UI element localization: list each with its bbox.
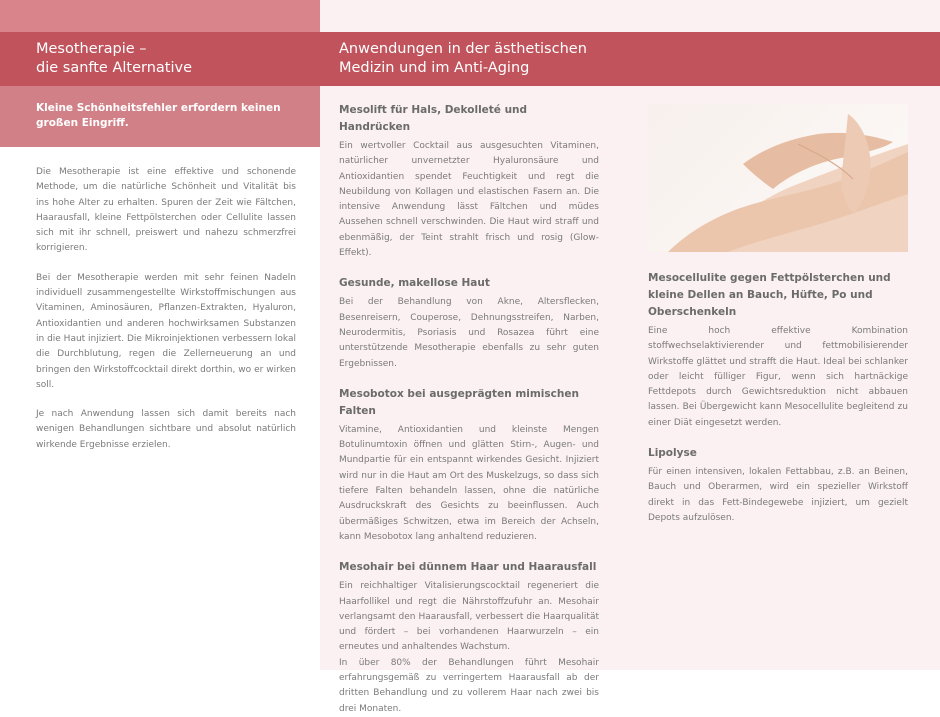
- section-text: Ein wertvoller Cocktail aus ausgesuchten Vitaminen, natürlicher unvernetzter Hyaluronsäure und Antioxidantien spendet Feuchtigkeit und regt die Neubildung von Kollagen und elastischen Fasern an. Die intensive Anwendung lässt Fältchen und müdes Aussehen schnell verschwinden. Die Haut wird straff und ebenmäßig, der Teint strahlt frisch und rosig (Glow-Effekt).: [339, 141, 599, 259]
- section-text: Eine hoch effektive Kombination stoffwechselaktivierender und fettmobilisierender Wirkstoffe glättet und strafft die Haut. Ideal bei schlanker oder leicht fülliger Figur, wenn sich hartnäckige Fettdepots durch Gewichtsreduktion nicht abbauen lassen. Bei Übergewicht kann Mesocellulite begleitend zu einer Diät eingesetzt werden.: [648, 326, 908, 428]
- section-heading: Mesohair bei dünnem Haar und Haarausfall: [339, 561, 597, 574]
- paragraph: Die Mesotherapie ist eine effektive und schonende Methode, um die natürliche Schönheit und Vitalität bis ins hohe Alter zu erhalten. Spuren der Zeit wie Fältchen, Haarausfall, kleine Fettpölsterchen oder Cellulite lassen sich mit ihr schnell, preiswert und nahezu schmerzfrei korrigieren.: [36, 167, 296, 254]
- right-body: [648, 270, 908, 526]
- left-top-strip: [0, 0, 320, 32]
- section-heading: Gesunde, makellose Haut: [339, 277, 490, 290]
- section-heading: Mesolift für Hals, Dekolleté und Handrücken: [339, 104, 528, 133]
- left-title: Mesotherapie – die sanfte Alternative: [36, 41, 193, 76]
- section-heading: Mesocellulite gegen Fettpölsterchen und kleine Dellen an Bauch, Hüfte, Po und Oberschenkeln: [648, 272, 891, 318]
- section-text: Bei der Behandlung von Akne, Altersflecken, Besenreisern, Couperose, Dehnungsstreifen, Narben, Neurodermitis, Psoriasis und Rosazea führt eine unterstützende Mesotherapie ebenfalls zu sehr guten Ergebnissen.: [339, 297, 599, 369]
- section-text: Ein reichhaltiger Vitalisierungscocktail regeneriert die Haarfollikel und regt die Nährstoffzufuhr an. Mesohair verlangsamt den Haarausfall, verbessert die Haarqualität und fördert – bei vorhandenen Haarwurzeln – ein erneutes und anhaltendes Wachstum.: [339, 581, 599, 653]
- legs-photo: [648, 104, 908, 252]
- paragraph: Je nach Anwendung lassen sich damit bereits nach wenigen Behandlungen sichtbare und absolut natürlich wirkende Ergebnisse erzielen.: [36, 409, 296, 450]
- left-body: [36, 165, 296, 453]
- section-text: Für einen intensiven, lokalen Fettabbau, z.B. an Beinen, Bauch und Oberarmen, wird ein spezieller Wirkstoff direkt in das Fett-Bindegewebe injiziert, um gezielt Depots aufzulösen.: [648, 467, 908, 523]
- legs-illustration: [648, 104, 908, 252]
- section-heading: Lipolyse: [648, 447, 697, 460]
- section-text: Vitamine, Antioxidantien und kleinste Mengen Botulinumtoxin öffnen und glätten Stirn-, Augen- und Mundpartie für ein entspannt wirkendes Gesicht. Injiziert wird nur in die Haut am Ort des Muskelzugs, so dass sich tiefere Falten behandeln lassen, ohne die natürliche Ausdruckskraft des Gesichts zu beeinflussen. Auch übermäßiges Schwitzen, etwa im Bereich der Achseln, kann Mesobotox lang anhaltend reduzieren.: [339, 424, 599, 542]
- middle-body: [339, 102, 599, 717]
- paragraph: Bei der Mesotherapie werden mit sehr feinen Nadeln individuell zusammengestellte Wirkstoffmischungen aus Vitaminen, Aminosäuren, Pflanzen-Extrakten, Hyaluron, Antioxidantien und anderen hochwirksamen Substanzen in die Haut injiziert. Die Mikroinjektionen verbessern lokal die Durchblutung, regen die Zellerneuerung an und bringen den Wirkstoffcocktail direkt dorthin, wo er wirken soll.: [36, 272, 296, 390]
- section-text: In über 80% der Behandlungen führt Mesohair erfahrungsgemäß zu verringertem Haarausfall ab der dritten Behandlung und zu vollerem Haar nach zwei bis drei Monaten.: [339, 657, 599, 714]
- middle-title: Anwendungen in der ästhetischen Medizin und im Anti-Aging: [339, 41, 587, 76]
- section-heading: Mesobotox bei ausgeprägten mimischen Falten: [339, 387, 579, 417]
- intro-text: Kleine Schönheitsfehler erfordern keinen großen Eingriff.: [36, 102, 281, 129]
